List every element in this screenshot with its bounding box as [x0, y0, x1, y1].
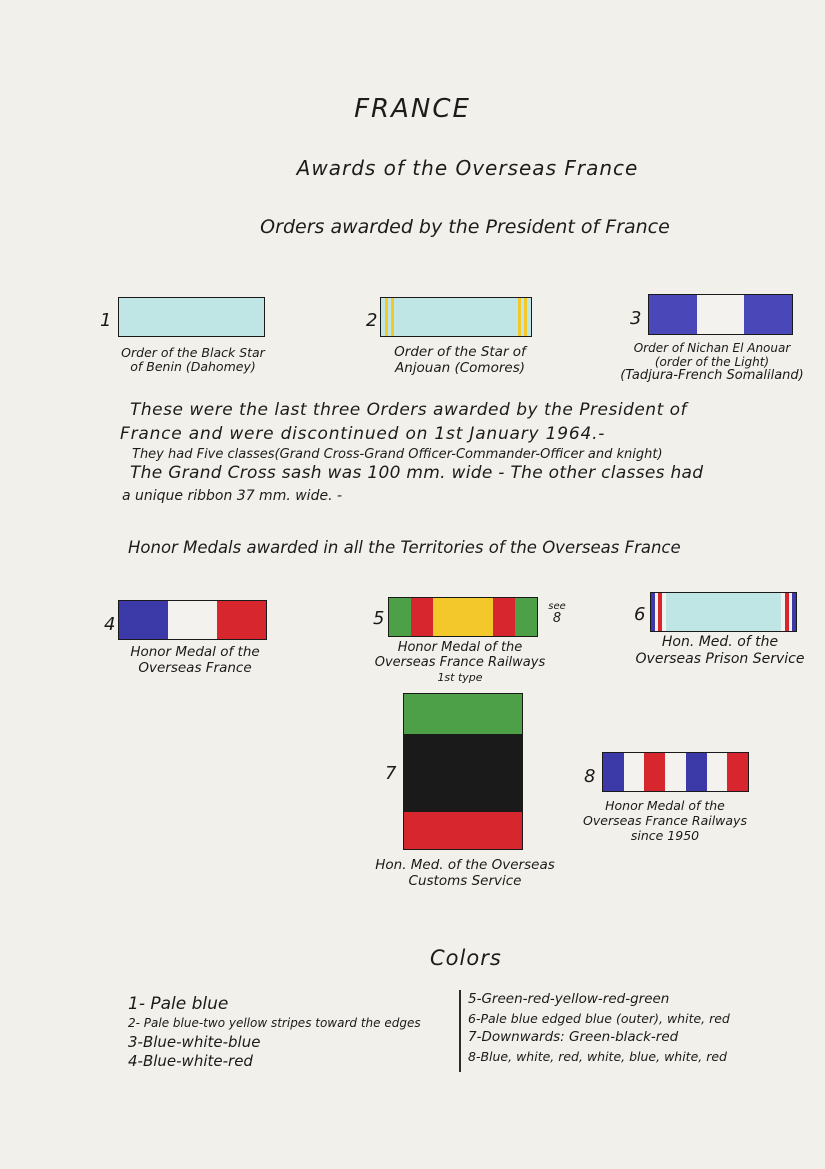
ribbon-stripe: [665, 753, 686, 791]
ribbon-stripe: [624, 753, 645, 791]
paragraph-line: These were the last three Orders awarded by the President of: [130, 400, 688, 420]
ribbon-stripe: [404, 694, 522, 734]
order-1-ribbon: [118, 297, 265, 337]
color-entry: 5-Green-red-yellow-red-green: [468, 991, 670, 1007]
ribbon-stripe: [686, 753, 707, 791]
order-2-caption-line: Anjouan (Comores): [395, 360, 525, 376]
medal-6-caption: [620, 634, 820, 668]
section-medals-heading: Honor Medals awarded in all the Territories of the Overseas France: [128, 538, 681, 557]
see-note-number: 8: [552, 611, 562, 626]
medal-7-caption-line: Hon. Med. of the Overseas: [375, 857, 555, 873]
ribbon-stripe: [666, 593, 781, 631]
color-entry: 6-Pale blue edged blue (outer), white, red: [468, 1011, 730, 1026]
ribbon-stripe: [217, 601, 266, 639]
medal-5-number: 5: [373, 608, 385, 629]
ribbon-stripe: [744, 295, 792, 334]
order-3-caption-line: (order of the Light): [654, 354, 770, 369]
medal-8-caption-line: since 1950: [630, 828, 700, 843]
paragraph-line: France and were discontinued on 1st January 1964.-: [120, 424, 606, 444]
ribbon-stripe: [707, 753, 728, 791]
ribbon-stripe: [727, 753, 748, 791]
ribbon-stripe: [119, 601, 168, 639]
order-1-caption-line: of Benin (Dahomey): [130, 359, 256, 374]
medal-8-number: 8: [584, 766, 596, 787]
colors-list-left: [128, 995, 421, 1071]
order-1-number: 1: [100, 310, 112, 331]
order-3-caption-line: Order of Nichan El Anouar: [633, 341, 791, 355]
colors-divider: [459, 990, 461, 1072]
medal-8-caption-line: Honor Medal of the: [605, 798, 725, 813]
order-1-caption: [108, 346, 278, 374]
color-entry: 8-Blue, white, red, white, blue, white, red: [468, 1049, 727, 1064]
order-3-number: 3: [630, 308, 642, 329]
ribbon-stripe: [433, 598, 493, 636]
see-note-text: see: [548, 601, 566, 612]
medal-5-ribbon: [388, 597, 538, 637]
ribbon-stripe: [515, 598, 537, 636]
order-3-ribbon: [648, 294, 793, 335]
medal-8-ribbon: [602, 752, 749, 792]
medal-6-number: 6: [634, 604, 646, 625]
color-entry: 1- Pale blue: [128, 994, 229, 1014]
medal-5-caption-line: Overseas France Railways: [374, 655, 546, 670]
order-1-caption-line: Order of the Black Star: [121, 345, 265, 360]
ribbon-stripe: [404, 734, 522, 812]
medal-5-caption: [360, 640, 560, 685]
medal-4-number: 4: [104, 614, 116, 635]
medal-5-caption-line: Honor Medal of the: [397, 640, 523, 655]
ribbon-stripe: [649, 295, 697, 334]
ribbon-stripe: [119, 298, 264, 336]
color-entry: 3-Blue-white-blue: [128, 1033, 261, 1051]
medal-7-number: 7: [385, 763, 397, 784]
medal-6-caption-line: Overseas Prison Service: [635, 651, 805, 667]
medal-4-caption-line: Overseas France: [138, 660, 252, 676]
medal-7-ribbon: [403, 693, 523, 850]
order-2-caption: [375, 344, 545, 376]
color-entry: 4-Blue-white-red: [128, 1052, 253, 1070]
page-title: FRANCE: [354, 94, 471, 124]
order-2-number: 2: [366, 310, 378, 331]
medal-8-caption-line: Overseas France Railways: [583, 813, 747, 828]
ribbon-stripe: [394, 298, 518, 336]
ribbon-stripe: [644, 753, 665, 791]
colors-list-right: [468, 990, 730, 1066]
medal-4-ribbon: [118, 600, 267, 640]
medal-6-caption-line: Hon. Med. of the: [661, 634, 779, 650]
medal-7-caption-line: Customs Service: [408, 873, 522, 889]
paragraph-line: They had Five classes(Grand Cross-Grand Officer-Commander-Officer and knight): [132, 447, 663, 462]
order-2-caption-line: Order of the Star of: [394, 344, 526, 360]
ribbon-stripe: [404, 812, 522, 849]
ribbon-stripe: [168, 601, 217, 639]
colors-heading: Colors: [430, 946, 502, 970]
ribbon-stripe: [527, 298, 531, 336]
ribbon-stripe: [697, 295, 745, 334]
section-orders-heading: Orders awarded by the President of France: [260, 216, 670, 238]
ribbon-stripe: [389, 598, 411, 636]
medal-7-caption: [360, 857, 570, 889]
ribbon-stripe: [493, 598, 515, 636]
order-3-caption: [612, 342, 812, 383]
medal-5-caption-line: 1st type: [437, 671, 483, 684]
medal-4-caption: [110, 644, 280, 676]
medal-6-ribbon: [650, 592, 797, 632]
paragraph-line: The Grand Cross sash was 100 mm. wide - The other classes had: [130, 463, 704, 483]
color-entry: 7-Downwards: Green-black-red: [468, 1029, 679, 1045]
ribbon-stripe: [792, 593, 796, 631]
medal-5-see-note: [544, 601, 570, 625]
medal-4-caption-line: Honor Medal of the: [130, 644, 260, 660]
ribbon-stripe: [603, 753, 624, 791]
paragraph-line: a unique ribbon 37 mm. wide. -: [122, 488, 343, 504]
medal-8-caption: [560, 798, 770, 843]
page-subtitle: Awards of the Overseas France: [296, 156, 639, 180]
ribbon-stripe: [411, 598, 433, 636]
order-2-ribbon: [380, 297, 532, 337]
color-entry: 2- Pale blue-two yellow stripes toward the edges: [128, 1016, 421, 1030]
order-3-caption-line: (Tadjura-French Somaliland): [620, 368, 804, 383]
